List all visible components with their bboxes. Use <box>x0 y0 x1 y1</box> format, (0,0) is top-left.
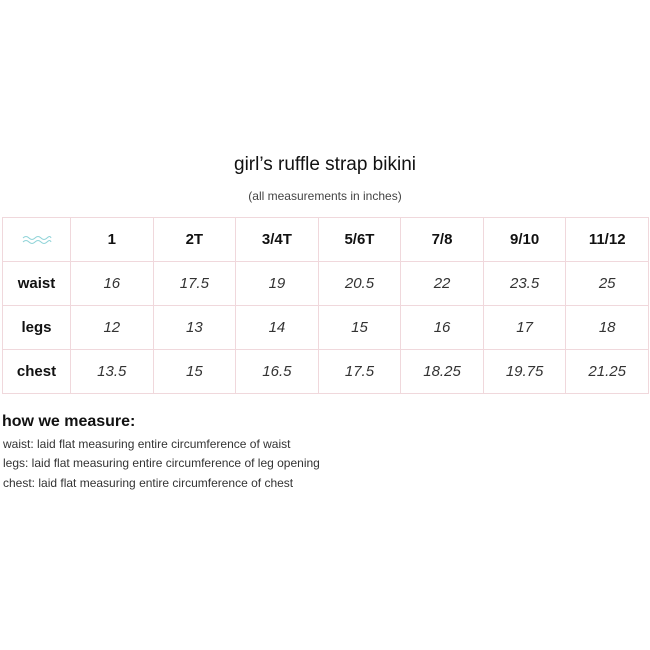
table-cell: 18.25 <box>401 350 484 394</box>
table-corner-cell <box>3 218 71 262</box>
row-label-waist: waist <box>3 262 71 306</box>
table-cell: 14 <box>236 306 319 350</box>
size-header-1: 1 <box>71 218 154 262</box>
page-title: girl’s ruffle strap bikini <box>234 154 416 175</box>
table-cell: 15 <box>318 306 401 350</box>
measure-note-chest: chest: laid flat measuring entire circumference of chest <box>3 476 294 490</box>
row-label-chest: chest <box>3 350 71 394</box>
table-cell: 15 <box>153 350 236 394</box>
table-row-chest <box>3 350 649 394</box>
table-cell: 22 <box>401 262 484 306</box>
measure-note-legs: legs: laid flat measuring entire circumference of leg opening <box>3 456 320 470</box>
table-cell: 13 <box>153 306 236 350</box>
table-header-row <box>3 218 649 262</box>
how-we-measure-heading: how we measure: <box>2 413 136 430</box>
table-cell: 16 <box>71 262 154 306</box>
page-subtitle: (all measurements in inches) <box>248 189 402 203</box>
size-header-5-6t: 5/6T <box>318 218 401 262</box>
size-header-9-10: 9/10 <box>483 218 566 262</box>
table-cell: 12 <box>71 306 154 350</box>
row-label-legs: legs <box>3 306 71 350</box>
table-cell: 18 <box>566 306 649 350</box>
table-cell: 17 <box>483 306 566 350</box>
size-header-11-12: 11/12 <box>566 218 649 262</box>
table-row-legs <box>3 306 649 350</box>
size-header-7-8: 7/8 <box>401 218 484 262</box>
table-cell: 17.5 <box>153 262 236 306</box>
table-cell: 16.5 <box>236 350 319 394</box>
table-row-waist <box>3 262 649 306</box>
size-header-3-4t: 3/4T <box>236 218 319 262</box>
table-cell: 23.5 <box>483 262 566 306</box>
table-cell: 21.25 <box>566 350 649 394</box>
table-cell: 19 <box>236 262 319 306</box>
table-cell: 13.5 <box>71 350 154 394</box>
size-chart-table <box>2 217 649 394</box>
wave-icon <box>22 235 52 245</box>
size-header-2t: 2T <box>153 218 236 262</box>
table-cell: 20.5 <box>318 262 401 306</box>
table-cell: 25 <box>566 262 649 306</box>
table-cell: 16 <box>401 306 484 350</box>
table-cell: 19.75 <box>483 350 566 394</box>
table-cell: 17.5 <box>318 350 401 394</box>
measure-note-waist: waist: laid flat measuring entire circumference of waist <box>3 437 291 451</box>
